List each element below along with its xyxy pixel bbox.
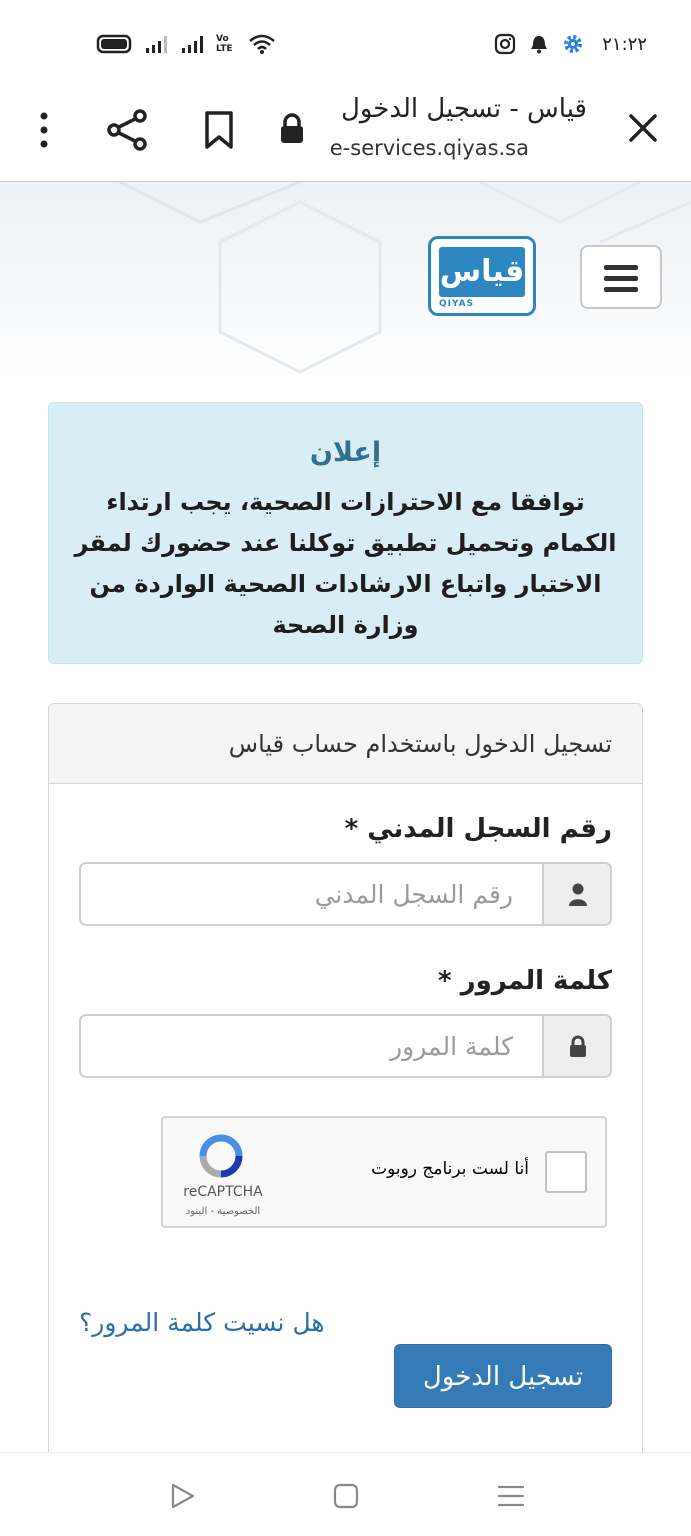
url-text[interactable]: e-services.qiyas.sa [329, 136, 529, 160]
announcement-title: إعلان [309, 437, 382, 468]
civil-id-label: رقم السجل المدني * [344, 814, 612, 844]
back-triangle-icon[interactable] [168, 1481, 198, 1511]
password-group [79, 1014, 612, 1078]
recaptcha-widget [161, 1116, 607, 1228]
user-icon [567, 882, 589, 908]
browser-toolbar [0, 88, 691, 182]
instagram-icon [494, 33, 516, 55]
logo-mark: قياس [439, 247, 525, 297]
civil-id-addon [542, 864, 610, 924]
recaptcha-logo-icon [197, 1132, 245, 1180]
lock-icon[interactable] [278, 112, 306, 146]
logo-subtext: QIYAS [439, 299, 475, 309]
qiyas-logo[interactable] [428, 236, 536, 316]
lock-icon [568, 1035, 588, 1059]
password-addon [542, 1016, 610, 1076]
civil-id-group [79, 862, 612, 926]
civil-id-input[interactable] [81, 864, 545, 924]
status-left-icons [96, 33, 276, 55]
hamburger-menu-button[interactable] [580, 245, 662, 309]
password-input[interactable] [81, 1016, 545, 1076]
alarm-icon [528, 33, 550, 55]
recaptcha-links[interactable]: الخصوصية - البنود [185, 1206, 261, 1217]
home-square-icon[interactable] [331, 1481, 361, 1511]
more-menu-icon[interactable] [32, 110, 56, 150]
bookmark-icon[interactable] [202, 110, 236, 150]
signal-icon-2 [180, 33, 206, 55]
status-right-icons [494, 33, 647, 55]
hamburger-line [604, 276, 638, 281]
settings-gear-icon [562, 33, 584, 55]
login-button[interactable]: تسجيل الدخول [394, 1344, 612, 1408]
login-panel-title: تسجيل الدخول باستخدام حساب قياس [49, 704, 642, 784]
hamburger-line [604, 287, 638, 292]
share-icon[interactable] [106, 108, 148, 152]
status-time: ٢١:٢٢ [602, 33, 647, 55]
site-header [0, 182, 691, 374]
signal-icon [144, 33, 170, 55]
recents-menu-icon[interactable] [496, 1481, 526, 1511]
close-icon[interactable] [623, 108, 663, 148]
recaptcha-label: أنا لست برنامج روبوت [371, 1159, 529, 1179]
recaptcha-brand: reCAPTCHA [183, 1184, 263, 1200]
password-label: كلمة المرور * [437, 966, 612, 996]
page-title: قياس - تسجيل الدخول [340, 94, 587, 124]
system-nav-bar [0, 1452, 691, 1536]
wifi-icon [248, 33, 276, 55]
announcement-body: توافقا مع الاحترازات الصحية، يجب ارتداء الكمام وتحميل تطبيق توكلنا عند حضورك لمقر الاختبار واتباع الارشادات الصحية الواردة من وزارة الصحة [74, 488, 617, 639]
volte-icon: Vo LTE [216, 34, 233, 54]
login-panel [48, 703, 643, 1483]
status-bar [0, 0, 691, 88]
forgot-password-link[interactable]: هل نسيت كلمة المرور؟ [79, 1308, 325, 1337]
battery-icon [96, 33, 134, 55]
recaptcha-checkbox[interactable] [545, 1151, 587, 1193]
announcement-box [48, 402, 643, 664]
hamburger-line [604, 265, 638, 270]
